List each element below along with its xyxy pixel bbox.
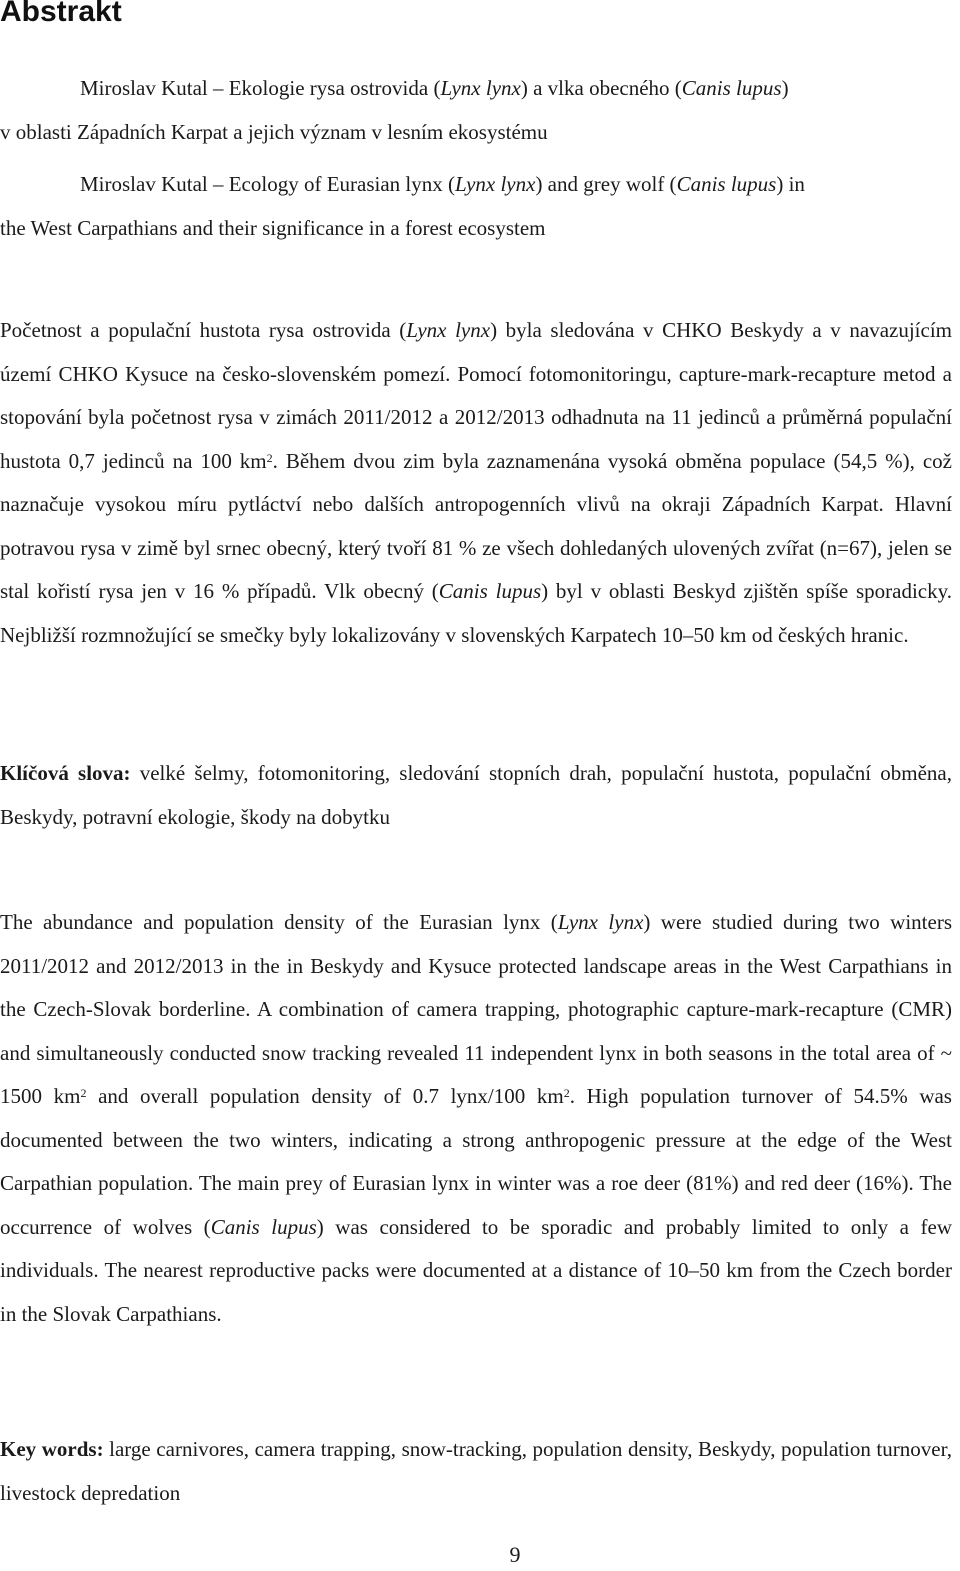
page-number: 9 xyxy=(509,1542,521,1567)
keywords-english-text: large carnivores, camera trapping, snow-tracking, population density, Beskydy, population turnover, livestock depredation xyxy=(0,1437,952,1505)
keywords-english-label: Key words: xyxy=(0,1437,104,1461)
abstract-czech-text-2: ) byla sledována v CHKO Beskydy a v navazujícím území CHKO Kysuce na česko-slovenském pomezí. Pomocí fotomonitoringu, capture-mark-recapture metod a stopování byla početnost rysa v zimách 2011/2012 a 2012/2013 odhadnuta na 11 jedinců a průměrná populační hustota 0,7 jedinců na 100 km xyxy=(0,318,953,473)
title-english-text-a: Miroslav Kutal – Ecology of Eurasian lynx ( xyxy=(80,172,456,196)
keywords-czech-text: velké šelmy, fotomonitoring, sledování stopních drah, populační hustota, populační obměna, Beskydy, potravní ekologie, škody na dobytku xyxy=(0,761,952,829)
abstract-english-text-1: The abundance and population density of the Eurasian lynx ( xyxy=(0,910,558,934)
abstract-czech-species-wolf: Canis lupus xyxy=(438,579,542,603)
title-english-species-lynx: Lynx lynx xyxy=(455,172,536,196)
abstract-czech-superscript: 2 xyxy=(266,450,273,465)
abstract-english-superscript-1: 2 xyxy=(80,1086,87,1100)
title-czech-species-lynx: Lynx lynx xyxy=(440,76,521,100)
title-czech-line2: v oblasti Západních Karpat a jejich význam v lesním ekosystému xyxy=(0,120,548,144)
abstract-czech-text-1: Početnost a populační hustota rysa ostrovida ( xyxy=(0,318,407,342)
title-english xyxy=(0,162,955,250)
keywords-czech xyxy=(0,752,952,839)
title-english-line1 xyxy=(0,162,955,206)
title-english-text-c: ) in xyxy=(776,172,805,196)
abstract-english-text-4: . High population turnover of 54.5% was documented between the two winters, indicating a strong anthropogenic pressure at the edge of the West Carpathian population. The main prey of Eurasian lynx in winter was a roe deer (81%) and red deer (16%). The occurrence of wolves ( xyxy=(0,1084,952,1239)
abstract-english-text-2: ) were studied during two winters 2011/2012 and 2012/2013 in the in Beskydy and Kysuce protected landscape areas in the West Carpathians in the Czech-Slovak borderline. A combination of camera trapping, photographic capture-mark-recapture (CMR) and simultaneously conducted snow tracking revealed 11 independent lynx in both seasons in the total area of ~ 1500 km xyxy=(0,910,953,1108)
abstract-english-species-lynx: Lynx lynx xyxy=(557,910,644,934)
abstract-english-species-wolf: Canis lupus xyxy=(210,1214,317,1239)
title-english-text-b: ) and grey wolf ( xyxy=(535,172,677,196)
abstract-czech-text-3: . Během dvou zim byla zaznamenána vysoká obměna populace (54,5 %), což naznačuje vysokou míru pytláctví nebo dalších antropogenních vlivů na okraji Západních Karpat. Hlavní potravou rysa v zimě byl srnec obecný, který tvoří 81 % ze všech dohledaných ulovených zvířat (n=67), jelen se stal kořistí rysa jen v 16 % případů. Vlk obecný ( xyxy=(0,448,952,603)
abstract-czech-text-4: ) byl v oblasti Beskyd zjištěn spíše sporadicky. Nejbližší rozmnožující se smečky byly lokalizovány v slovenských Karpatech 10–50 km od českých hranic. xyxy=(0,579,953,647)
title-czech-species-wolf: Canis lupus xyxy=(681,76,782,100)
abstract-english-text-5: ) was considered to be sporadic and probably limited to only a few individuals. The nearest reproductive packs were documented at a distance of 10–50 km from the Czech border in the Slovak Carpathians. xyxy=(0,1214,953,1326)
title-czech-text-b: ) a vlka obecného ( xyxy=(520,76,682,100)
abstract-english-text-3: and overall population density of 0.7 lynx/100 km xyxy=(86,1084,564,1108)
keywords-czech-label: Klíčová slova: xyxy=(0,761,131,785)
title-english-species-wolf: Canis lupus xyxy=(676,172,777,196)
title-czech-text-c: ) xyxy=(781,76,789,100)
abstract-english-superscript-2: 2 xyxy=(563,1086,570,1100)
title-czech-line1 xyxy=(0,66,955,110)
abstract-english xyxy=(0,901,952,1336)
abstract-czech-species-lynx: Lynx lynx xyxy=(406,318,491,342)
section-heading: Abstrakt xyxy=(0,0,122,28)
abstract-czech xyxy=(0,309,952,657)
keywords-english xyxy=(0,1428,952,1515)
title-english-line2: the West Carpathians and their significance in a forest ecosystem xyxy=(0,216,546,240)
title-czech-text-a: Miroslav Kutal – Ekologie rysa ostrovida ( xyxy=(80,76,441,100)
title-czech xyxy=(0,66,955,154)
